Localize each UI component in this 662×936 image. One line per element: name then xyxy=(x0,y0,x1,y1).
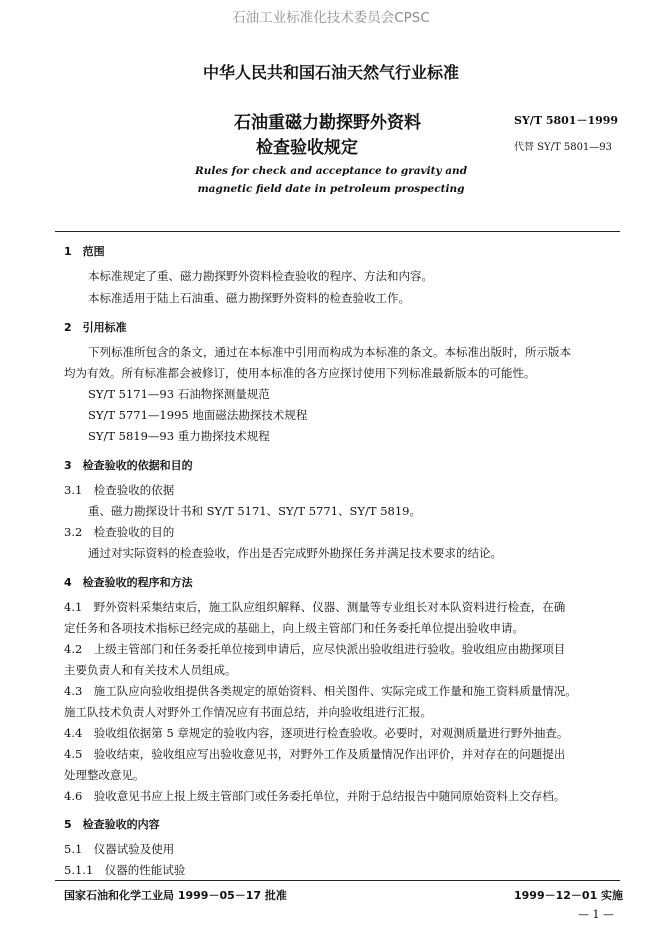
industry-standard-heading: 中华人民共和国石油天然气行业标准 xyxy=(202,63,459,82)
paragraph-line: 4.1 野外资料采集结束后，施工队应组织解释、仪器、测量等专业组长对本队资料进行检查，在确 xyxy=(64,600,566,614)
watermark: 石油工业标准化技术委员会CPSC xyxy=(232,10,430,26)
subsection-heading: 3.2 检查验收的目的 xyxy=(64,525,175,539)
paragraph-line: 本标准规定了重、磁力勘探野外资料检查验收的程序、方法和内容。 xyxy=(88,269,433,283)
paragraph-line: 主要负责人和有关技术人员组成。 xyxy=(64,663,237,677)
section-heading: 3 检查验收的依据和目的 xyxy=(64,459,193,472)
paragraph-line: 4.3 施工队应向验收组提供各类规定的原始资料、相关图件、实际完成工作量和施工资料质量情况。 xyxy=(64,684,577,698)
paragraph-line: SY/T 5171—93 石油物探测量规范 xyxy=(88,387,270,401)
paragraph-line: 定任务和各项技术指标已经完成的基础上，向上级主管部门和任务委托单位提出验收申请。 xyxy=(64,621,524,635)
section-heading: 4 检查验收的程序和方法 xyxy=(64,576,193,589)
section-heading: 1 范围 xyxy=(64,245,105,258)
approval-date: 国家石油和化学工业局 1999－05－17 批准 xyxy=(64,889,287,902)
paragraph-line: 4.2 上级主管部门和任务委托单位接到申请后，应尽快派出验收组进行验收。验收组应由勘探项目 xyxy=(64,642,566,656)
paragraph-line: 处理整改意见。 xyxy=(64,768,145,782)
paragraph-line: 施工队技术负责人对野外工作情况应有书面总结，并向验收组进行汇报。 xyxy=(64,705,432,719)
subsection-heading: 5.1 仪器试验及使用 xyxy=(64,842,175,856)
paragraph-line: 4.5 验收结束，验收组应写出验收意见书，对野外工作及质量情况作出评价，并对存在的问题提出 xyxy=(64,747,566,761)
subsection-heading: 3.1 检查验收的依据 xyxy=(64,483,175,497)
subsection-heading: 5.1.1 仪器的性能试验 xyxy=(64,863,186,877)
page-number: — 1 — xyxy=(578,908,614,921)
section-heading: 5 检查验收的内容 xyxy=(64,818,160,831)
paragraph-line: 本标准适用于陆上石油重、磁力勘探野外资料的检查验收工作。 xyxy=(88,291,410,305)
title-en-line1: Rules for check and acceptance to gravity and xyxy=(194,165,468,177)
title-cn-line2: 检查验收规定 xyxy=(256,138,358,158)
section-heading: 2 引用标准 xyxy=(64,321,127,334)
paragraph-line: 均为有效。所有标准都会被修订，使用本标准的各方应探讨使用下列标准最新版本的可能性。 xyxy=(64,366,536,380)
footer-rule xyxy=(55,880,620,881)
header-rule xyxy=(55,231,620,232)
standard-number: SY/T 5801－1999 xyxy=(514,114,619,127)
paragraph-line: 下列标准所包含的条文，通过在本标准中引用而构成为本标准的条文。本标准出版时，所示版本 xyxy=(88,345,571,359)
replaces-standard: 代替 SY/T 5801—93 xyxy=(514,142,613,153)
paragraph-line: 通过对实际资料的检查验收，作出是否完成野外勘探任务并满足技术要求的结论。 xyxy=(88,546,502,560)
paragraph-line: SY/T 5819—93 重力勘探技术规程 xyxy=(88,429,270,443)
paragraph-line: 重、磁力勘探设计书和 SY/T 5171、SY/T 5771、SY/T 5819。 xyxy=(88,504,421,518)
paragraph-line: 4.6 验收意见书应上报上级主管部门或任务委托单位，并附于总结报告中随同原始资料上交存档。 xyxy=(64,789,566,803)
title-en-line2: magnetic field date in petroleum prospecting xyxy=(197,183,465,195)
title-cn-line1: 石油重磁力勘探野外资料 xyxy=(234,113,421,133)
paragraph-line: SY/T 5771—1995 地面磁法勘探技术规程 xyxy=(88,408,308,422)
implementation-date: 1999－12－01 实施 xyxy=(514,889,624,902)
paragraph-line: 4.4 验收组依据第 5 章规定的验收内容，逐项进行检查验收。必要时，对观测质量进行野外抽查。 xyxy=(64,726,569,740)
